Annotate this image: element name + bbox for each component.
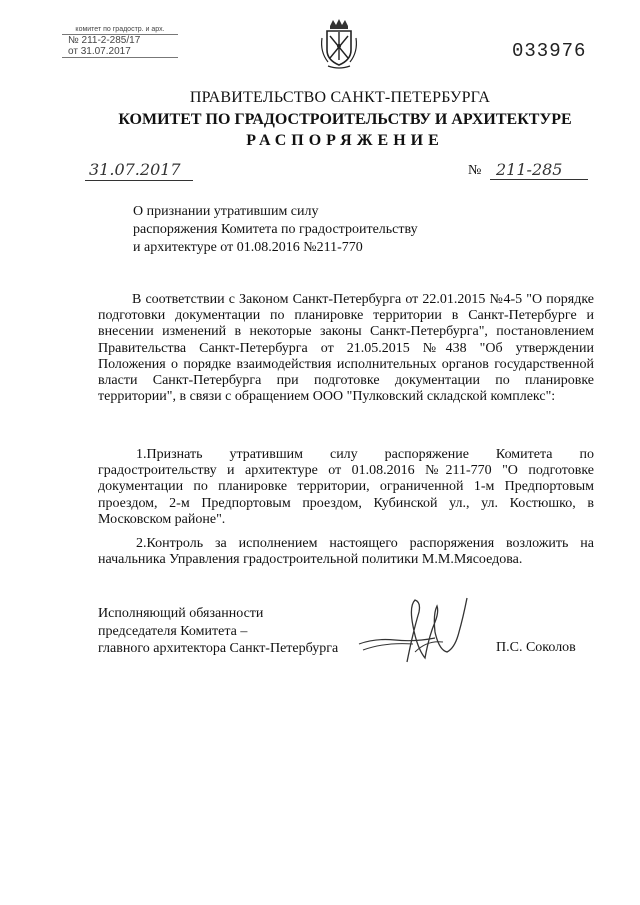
number-sign: № [468, 163, 482, 178]
stamp-date: от 31.07.2017 [62, 46, 178, 58]
position-line: председателя Комитета – [98, 623, 248, 639]
clause-2-paragraph: 2.Контроль за исполнением настоящего распоряжения возложить на начальника Управления градостроительной политики М.М.Мясоедова. [98, 536, 594, 568]
position-line: Исполняющий обязанности [98, 606, 264, 621]
handwritten-date: 31.07.2017 [89, 160, 181, 179]
stamp-number: № 211-2-285/17 [68, 35, 141, 46]
signatory-name: П.С. Соколов [496, 640, 576, 655]
government-heading: ПРАВИТЕЛЬСТВО САНКТ-ПЕТЕРБУРГА [189, 89, 491, 106]
subject-line: распоряжения Комитета по градостроительству [133, 222, 418, 237]
position-line: главного архитектора Санкт-Петербурга [98, 641, 339, 656]
signatory-position [98, 605, 338, 658]
coat-of-arms-icon [318, 18, 360, 70]
registration-stamp [62, 26, 178, 58]
subject-line: и архитектуре от 01.08.2016 №211-770 [133, 240, 363, 255]
committee-heading: КОМИТЕТ ПО ГРАДОСТРОИТЕЛЬСТВУ И АРХИТЕКТУРЕ [118, 111, 572, 128]
date-field [85, 160, 193, 181]
document-type-heading: РАСПОРЯЖЕНИЕ [246, 132, 444, 149]
order-number-field [468, 160, 588, 180]
handwritten-number: 211-285 [496, 160, 563, 179]
clause-1-paragraph: 1.Признать утратившим силу распоряжение Комитета по градостроительству и архитектуре от 01.08.2016 №211-770 "О подготовке документации по планировке территории, ограниченной 1-м Предпортовым проездом, 2-м Предпортовым проездом, Кубинской ул., ул. Костюшко, в Московском районе". [98, 447, 594, 527]
document-serial-number: 033976 [512, 40, 587, 62]
document-subject [133, 203, 473, 257]
stamp-org: комитет по градостр. и арх. [62, 26, 178, 35]
preamble-paragraph: В соответствии с Законом Санкт-Петербурга от 22.01.2015 №4-5 "О порядке подготовки документации по планировке территории в Санкт-Петербурге и внесении изменений в некоторые законы Санкт-Петербурга", постановлением Правительства Санкт-Петербурга от 21.05.2015 №438 "Об утверждении Положения о порядке взаимодействия исполнительных органов государственной власти Санкт-Петербурга при подготовке документации по планировке территории", в связи с обращением ООО "Пулковский складской комплекс": [98, 292, 594, 405]
subject-line: О признании утратившим силу [133, 204, 319, 219]
handwritten-signature [355, 592, 470, 672]
